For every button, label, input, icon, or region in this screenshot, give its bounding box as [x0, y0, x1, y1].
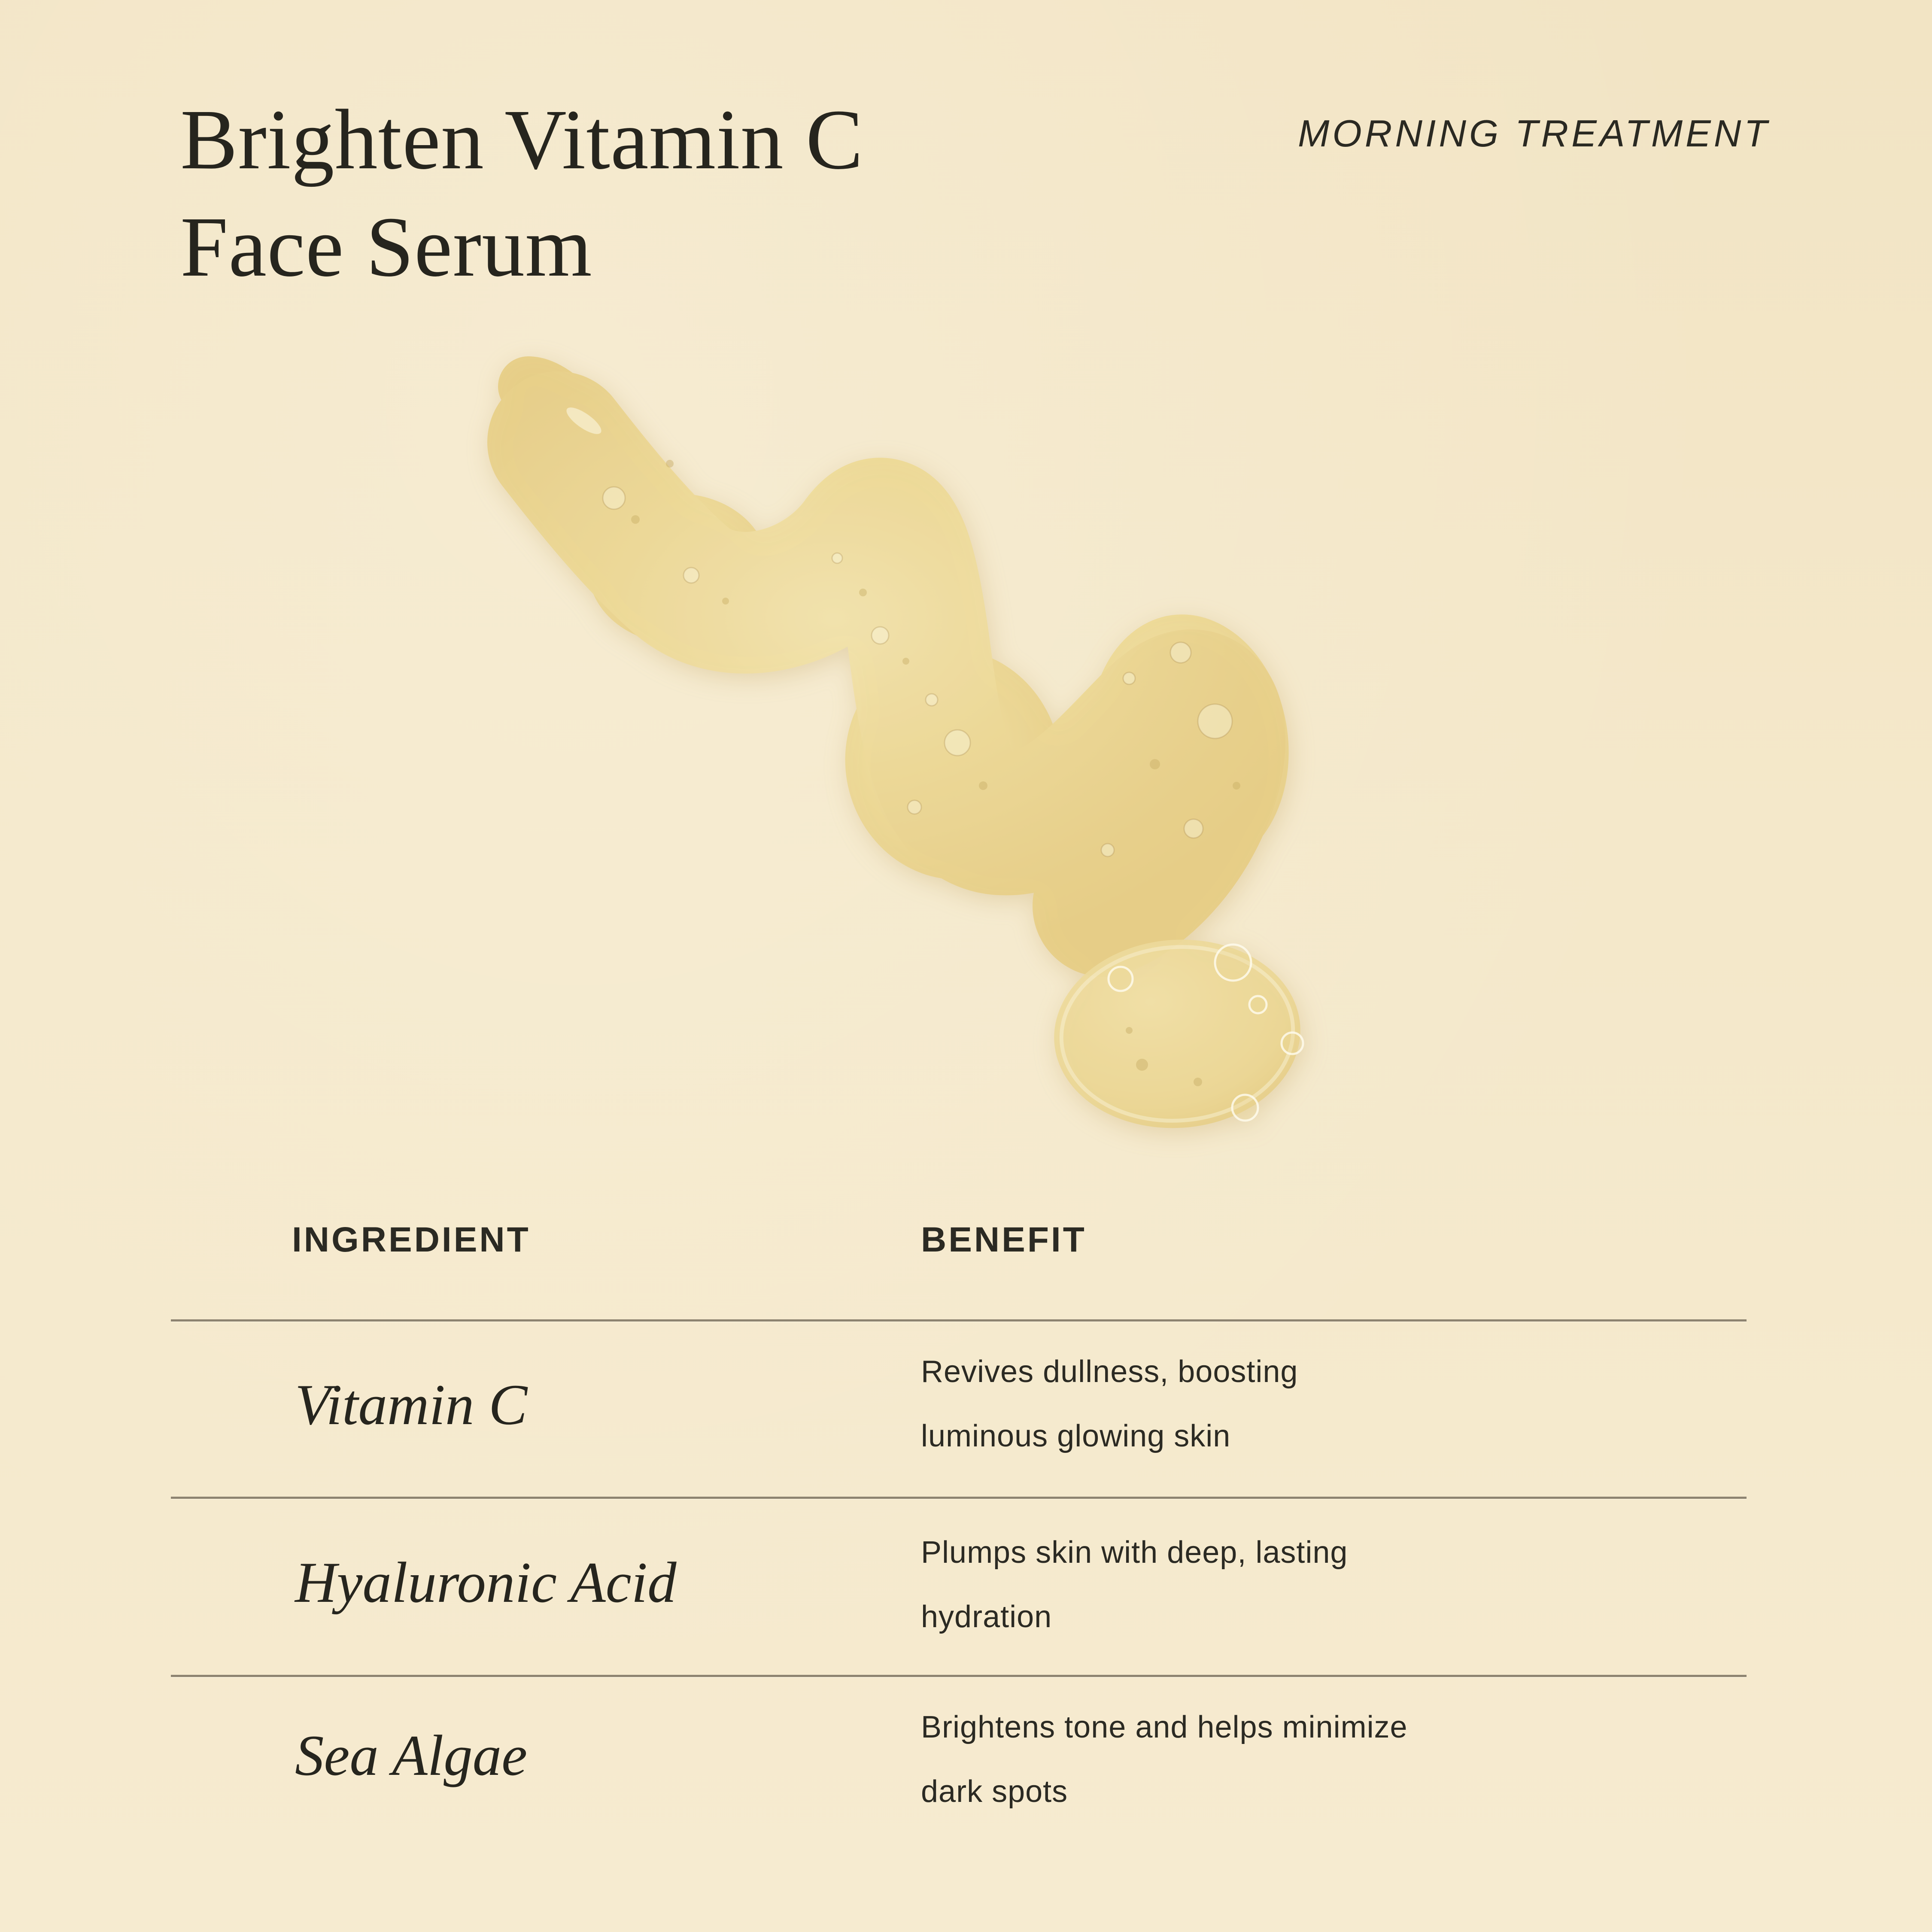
serum-swatch-image [485, 335, 1327, 1151]
benefit-text-hyaluronic-acid [921, 1520, 1348, 1649]
benefit-line: Brightens tone and helps minimize [921, 1710, 1408, 1744]
benefit-line: luminous glowing skin [921, 1419, 1231, 1453]
page-title [180, 86, 863, 301]
benefit-line: Revives dullness, boosting [921, 1355, 1298, 1389]
column-header-ingredient: INGREDIENT [292, 1220, 531, 1259]
benefit-line: dark spots [921, 1774, 1068, 1809]
column-header-benefit: BENEFIT [921, 1220, 1087, 1259]
benefit-text-vitamin-c [921, 1340, 1298, 1468]
page-title-line-2: Face Serum [180, 200, 592, 295]
table-divider [171, 1497, 1747, 1499]
benefit-text-sea-algae [921, 1695, 1408, 1824]
ingredient-name-vitamin-c: Vitamin C [295, 1373, 528, 1437]
ingredient-name-hyaluronic-acid: Hyaluronic Acid [295, 1551, 677, 1615]
table-divider [171, 1675, 1747, 1677]
ingredient-name-sea-algae: Sea Algae [295, 1724, 528, 1788]
page-title-line-1: Brighten Vitamin C [180, 92, 864, 187]
treatment-tag-label: MORNING TREATMENT [1298, 112, 1770, 155]
benefit-line: Plumps skin with deep, lasting [921, 1535, 1348, 1570]
table-divider [171, 1319, 1747, 1321]
benefit-line: hydration [921, 1600, 1052, 1634]
